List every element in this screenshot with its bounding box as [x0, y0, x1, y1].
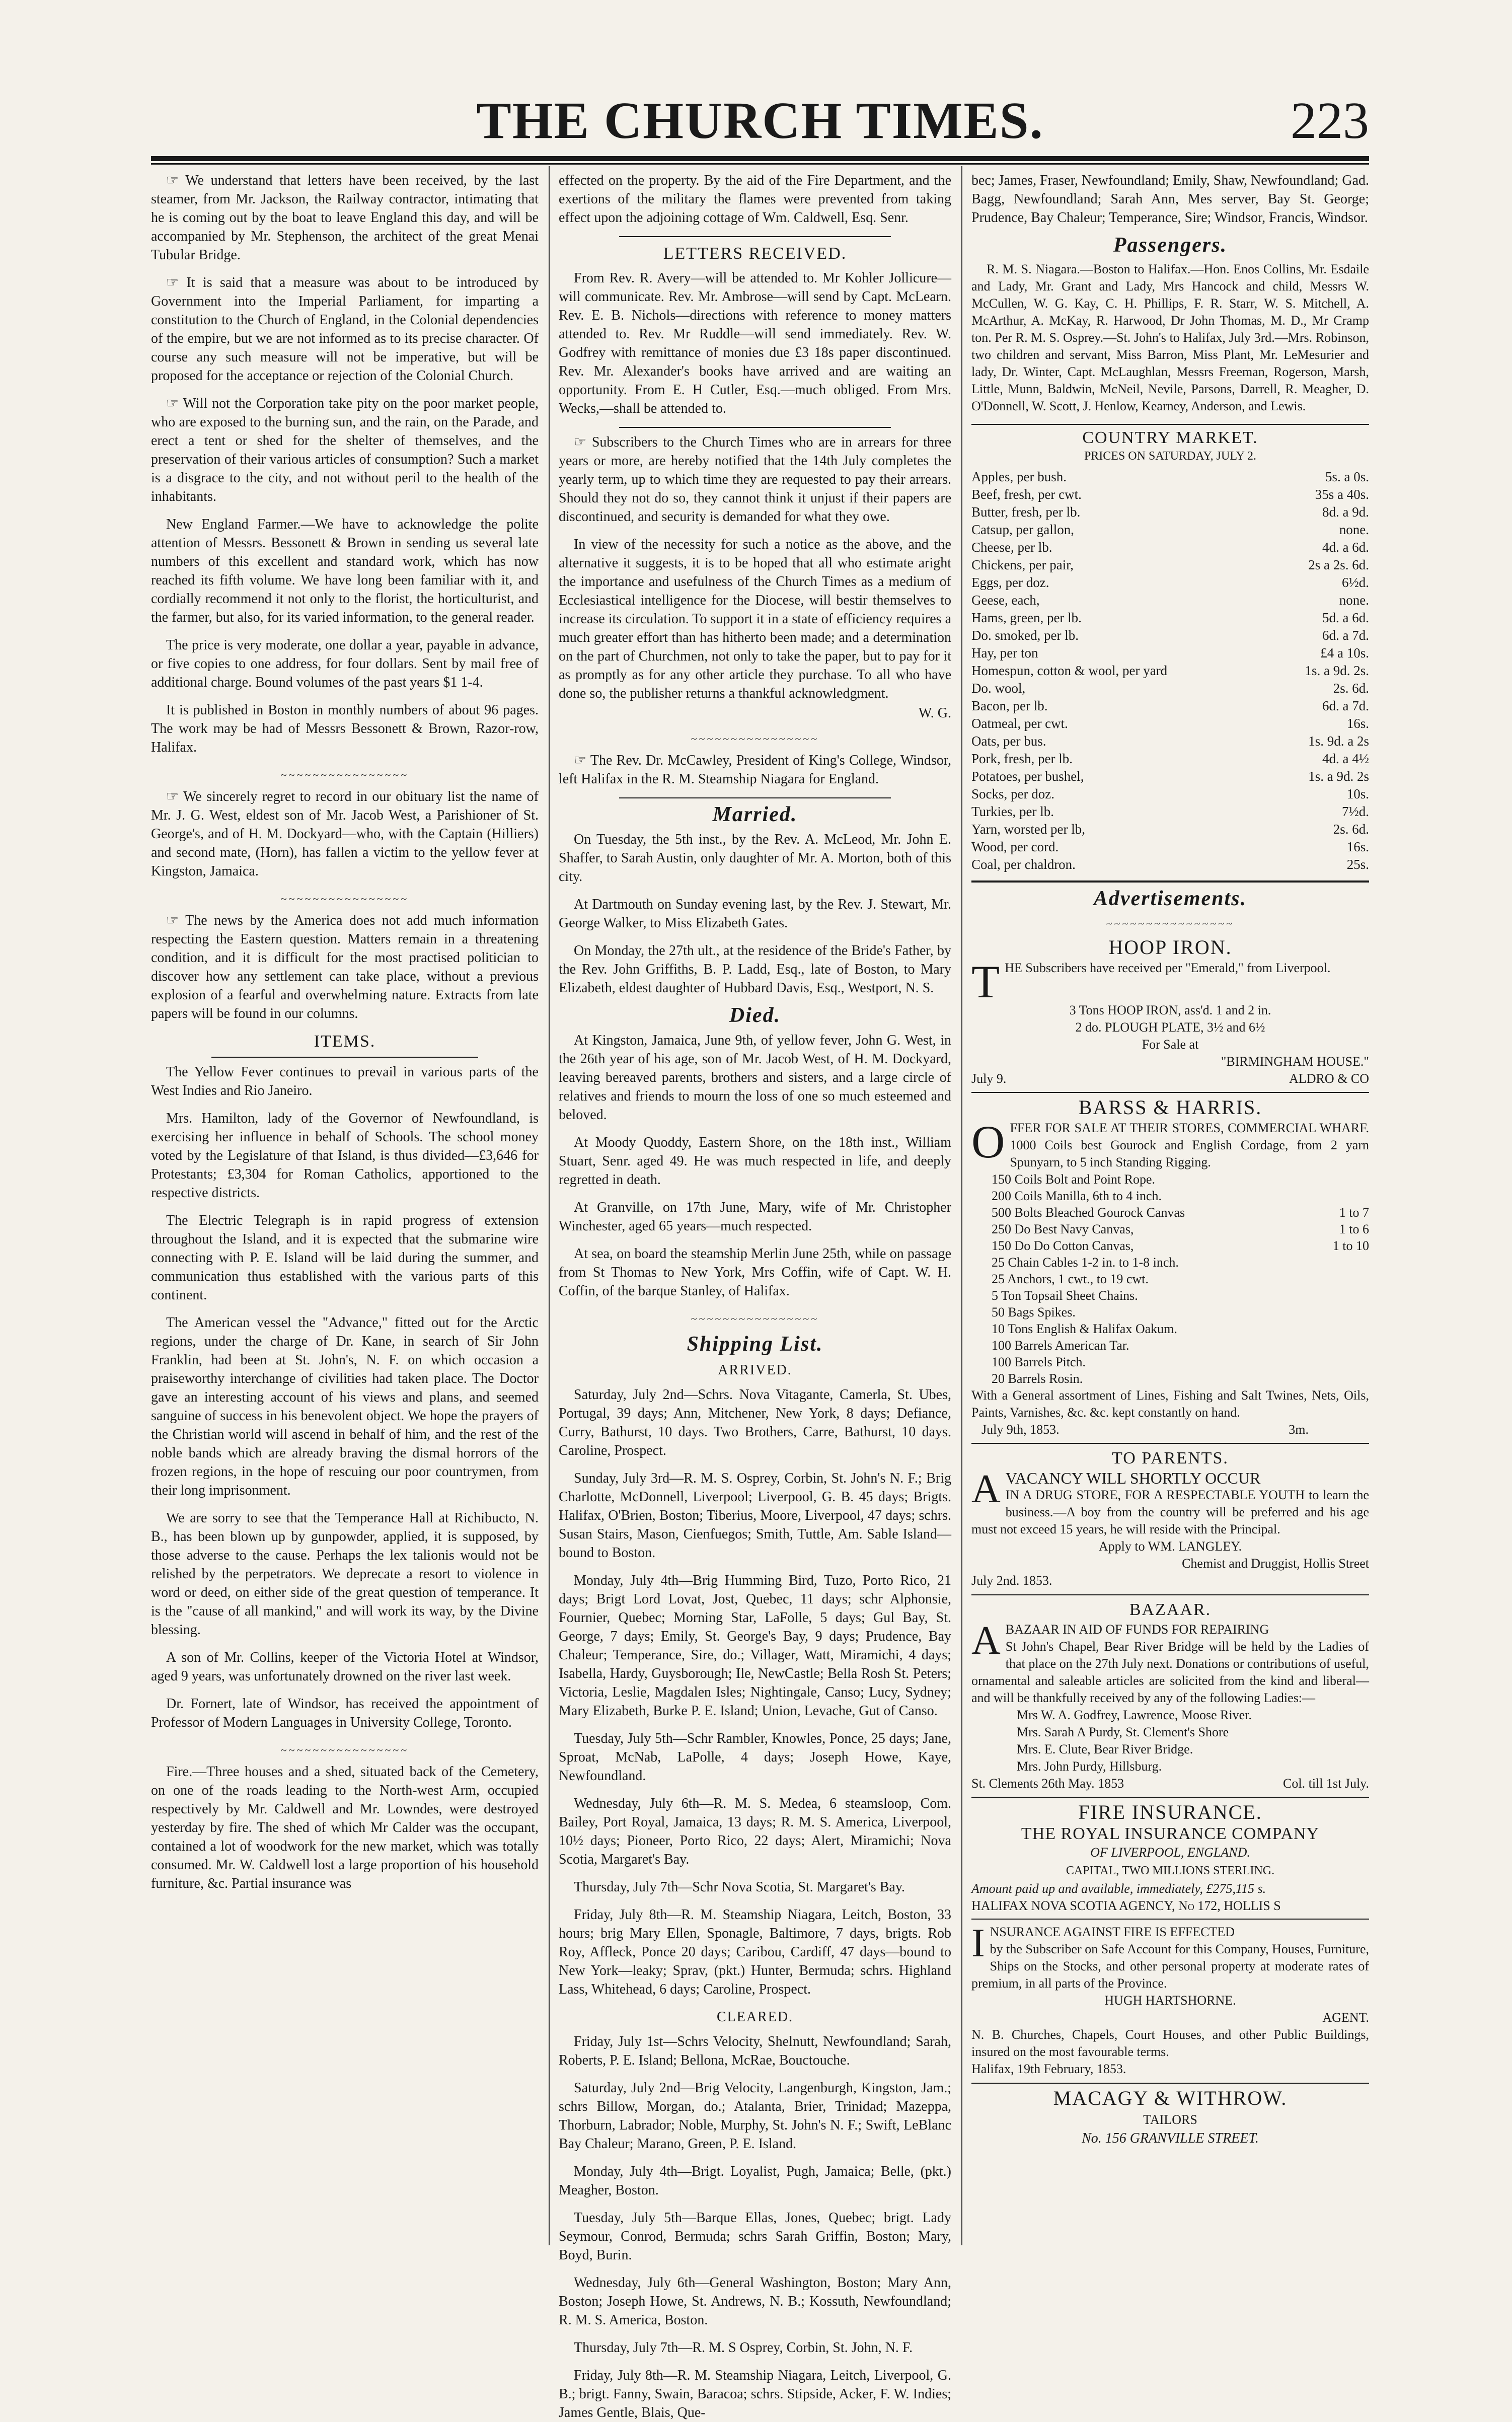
ad-note: N. B. Churches, Chapels, Court Houses, and other Public Buildings, insured on the most favourable terms. [971, 2027, 1369, 2059]
notice-paragraph: At Granville, on 17th June, Mary, wife of Mr. Christopher Winchester, aged 65 years—much respected. [559, 1200, 951, 1234]
article-paragraph: Fire.—Three houses and a shed, situated back of the Cemetery, on one of the roads leading to the North-west Arm, occupied respectively by Mr. Caldwell and Mr. Lowndes, were destroyed yesterday by fire. The shed of which Mr Calder was the occupant, contained a lot of woodwork for the new market, which was totally consumed. Mr. W. Caldwell lost a large proportion of his household furniture, &c. Partial insurance was [151, 1764, 539, 1891]
ad-line: "BIRMINGHAM HOUSE." [1221, 1054, 1369, 1069]
ad-footer [971, 1421, 1369, 1438]
market-price: 16s. [1346, 839, 1369, 854]
market-item: Chickens, per pair, [971, 557, 1074, 572]
market-price: 6½d. [1342, 575, 1369, 590]
section-heading-passengers: Passengers. [1113, 234, 1228, 257]
article-paragraph: Mrs. Hamilton, lady of the Governor of Newfoundland, is exercising her influence in behalf of Schools. The school money voted by the Legislature of that Island, is thus divided—£3,646 for Protestants; £3,304 for Roman Catholics, apportioned to the respective districts. [151, 1111, 539, 1201]
section-heading-letters: LETTERS RECEIVED. [663, 244, 847, 263]
ad-date: St. Clements 26th May. 1853 [971, 1776, 1124, 1791]
shipping-entry: Friday, July 1st—Schrs Velocity, Shelnutt, Newfoundland; Sarah, Roberts, P. E. Island; Bellona, McRae, Bouctouche. [559, 2034, 951, 2068]
article-paragraph: From Rev. R. Avery—will be attended to. Mr Kohler Jollicure—will communicate. Rev. Mr. Ambrose—will send by Capt. McLearn. Rev. E. B. Nichols—directions with reference to money matters attended to. Rev. Mr Ruddle—will send immediately. Rev. W. Godfrey with remittance of monies due £3 18s paper discontinued. Rev. Mr. Alexander's books have arrived and are waiting an opportunity. From E. H Cutler, Esq.—much obliged. From Mrs. Wecks,—shall be attended to. [559, 270, 951, 416]
market-item: Do. wool, [971, 681, 1026, 696]
ad-item-name: 20 Barrels Rosin. [992, 1371, 1083, 1386]
market-row [971, 503, 1369, 521]
article-paragraph: In view of the necessity for such a notice as the above, and the alternative it suggests, it is to be hoped that all who estimate aright the importance and usefulness of the Church Times as a medium of Ecclesiastical intelligence for the Diocese, will bestir themselves to increase its circulation. To support it in a state of efficiency requires a much greater effort than has hitherto been made; and a determination on the part of Churchmen, not only to take the paper, but to pay for it as promptly as for any other article they purchase. To all who have done so, the publisher returns a thankful acknowledgment. [559, 537, 951, 701]
market-item: Coal, per chaldron. [971, 857, 1076, 872]
ad-address: No. 156 GRANVILLE STREET. [1082, 2131, 1259, 2146]
market-row [971, 856, 1369, 873]
ad-company: THE ROYAL INSURANCE COMPANY [1021, 1824, 1320, 1843]
article-paragraph: ☞ It is said that a measure was about to be introduced by Government into the Imperial Parliament, for imparting a constitution to the Church of England, in the Colonial dependencies of the empire, but we are not informed as to its precise character. Of course any such measure will not be imperative, but will be proposed for the acceptance or rejection of the Colonial Church. [151, 275, 539, 384]
ad-item-row [992, 1370, 1369, 1387]
article-paragraph: Dr. Fornert, late of Windsor, has received the appointment of Professor of Modern Languages in University College, Toronto. [151, 1696, 539, 1730]
ad-item-name: 25 Chain Cables 1-2 in. to 1-8 inch. [992, 1255, 1179, 1270]
article-paragraph: ☞ The news by the America does not add much information respecting the Eastern question. Matters remain in a threatening condition, and it is difficult for the most practised politician to discover how any settlement can take place, without a previous explosion of a fearful and overwhelming nature. Extracts from late papers will be found in our columns. [151, 913, 539, 1021]
market-row [971, 785, 1369, 803]
section-rule [619, 797, 891, 798]
article-paragraph: New England Farmer.—We have to acknowledge the polite attention of Messrs. Bessonett & Brown in sending us several late numbers of this excellent and standard work, which has now reached its fifth volume. We have long been familiar with it, and cordially recommend it not only to the florist, the horticulturist, and the farmer, but also, for its varied information, to the general reader. [151, 517, 539, 625]
market-row [971, 697, 1369, 715]
market-item: Do. smoked, per lb. [971, 628, 1079, 643]
ad-title: TO PARENTS. [1112, 1449, 1229, 1467]
shipping-entry: Tuesday, July 5th—Barque Ellas, Jones, Quebec; brigt. Lady Seymour, Conrod, Bermuda; schrs Sarah Griffin, Boston; Mary, Boyd, Burin. [559, 2210, 951, 2263]
ad-item-row [992, 1254, 1369, 1271]
market-row [971, 768, 1369, 785]
notice-paragraph: At Moody Quoddy, Eastern Shore, on the 18th inst., William Stuart, Senr. aged 49. He was much respected in life, and deeply regretted in death. [559, 1135, 951, 1188]
ad-date: July 2nd. 1853. [971, 1573, 1052, 1588]
section-rule [971, 1594, 1369, 1595]
ad-lady: Mrs. Sarah A Purdy, St. Clement's Shore [1017, 1725, 1229, 1739]
notice-paragraph: At Dartmouth on Sunday evening last, by the Rev. J. Stewart, Mr. George Walker, to Miss Elizabeth Gates. [559, 897, 951, 931]
shipping-entry: Wednesday, July 6th—R. M. S. Medea, 6 steamsloop, Com. Bailey, Port Royal, Jamaica, 13 days; R. M. S. America, Liverpool, 10½ days; Pioneer, Porto Rico, 22 days; Alert, Miramichi; Nova Scotia, Margaret's Bay. [559, 1796, 951, 1867]
ad-lead-text: BAZAAR IN AID OF FUNDS FOR REPAIRING [1005, 1622, 1269, 1637]
article-paragraph: A son of Mr. Collins, keeper of the Victoria Hotel at Windsor, aged 9 years, was unfortunately drowned on the river last week. [151, 1650, 539, 1684]
ad-item-name: 250 Do Best Navy Canvas, [992, 1222, 1134, 1236]
dropcap: A [971, 1467, 1001, 1511]
article-paragraph: We are sorry to see that the Temperance Hall at Richibucto, N. B., has been blown up by gunpowder, applied, it is supposed, by those adverse to the cause. Perhaps the lex talionis would not be relished by the perpetrators. We deprecate a resort to violence in word or deed, on either side of the great question of temperance. It is the "cause of all mankind," and will work its way, by the Divine blessing. [151, 1510, 539, 1638]
ad-footer-text: With a General assortment of Lines, Fishing and Salt Twines, Nets, Oils, Paints, Varnishes, &c. &c. kept constantly on hand. [971, 1388, 1369, 1420]
market-price: 6d. a 7d. [1322, 628, 1369, 643]
ornamental-divider: ~~~~~~~~~~~~~~~~ [280, 893, 409, 905]
ad-bazaar [971, 1600, 1369, 1792]
ad-lead [971, 1467, 1369, 1511]
market-price: 1s. a 9d. 2s. [1305, 663, 1369, 678]
ad-lead [971, 1921, 1369, 1965]
ad-body: by the Subscriber on Safe Account for this Company, Houses, Furniture, Ships on the Stocks, and other personal property at moderate rates of premium, in all parts of the Province. [971, 1942, 1369, 1991]
ornamental-divider: ~~~~~~~~~~~~~~~~ [280, 769, 409, 781]
ad-ladies-list [971, 1707, 1369, 1775]
ad-footer [971, 1070, 1369, 1087]
passenger-list: R. M. S. Niagara.—Boston to Halifax.—Hon. Enos Collins, Mr. Esdaile and Lady, Mr. Grant and Lady, Mrs Hancock and child, Messrs W. McCullen, W. G. Kay, C. H. Phillips, F. R. Starr, W. S. Mitchell, A. McArthur, A. McKay, R. Harwood, Dr John Thomas, M. D., Mr Cramp ton. Per R. M. S. Osprey.—St. John's to Halifax, July 3rd.—Mrs. Robinson, two children and servant, Miss Barron, Miss Plant, Mr. LeMesurier and lady, Dr. Winter, Capt. McLaughlan, Messrs Freeman, Rogerson, Marsh, Little, Munn, Baldwin, McNeil, Nevile, Parsons, Darrell, R. Meagher, D. O'Donnell, W. Scott, J. Henlow, Kearney, Anderson, and Lewis. [971, 262, 1369, 413]
ad-item-row [992, 1188, 1369, 1204]
ad-to-parents [971, 1449, 1369, 1589]
market-price: 2s a 2s. 6d. [1308, 557, 1369, 572]
ad-fire-insurance [971, 1803, 1369, 2078]
section-rule [971, 1919, 1369, 1920]
dropcap: A [971, 1619, 1001, 1663]
ad-title: FIRE INSURANCE. [1078, 1801, 1262, 1823]
country-market [971, 429, 1369, 873]
market-price: 5s. a 0s. [1325, 469, 1369, 484]
column-3 [971, 171, 1369, 2245]
section-rule [619, 236, 891, 237]
market-row [971, 750, 1369, 768]
market-item: Apples, per bush. [971, 469, 1067, 484]
market-price: 1s. a 9d. 2s [1308, 769, 1369, 784]
ad-item-name: 100 Barrels Pitch. [992, 1355, 1086, 1369]
ad-body-text: FFER FOR SALE AT THEIR STORES, COMMERCIAL WHARF. 1000 Coils best Gourock and English Cordage, from 2 yarn Spunyarn, to 5 inch Standing Rigging. [1010, 1121, 1369, 1169]
ad-date: July 9th, 1853. [981, 1422, 1060, 1437]
ad-item-name: 150 Coils Bolt and Point Rope. [992, 1172, 1156, 1187]
market-price: 16s. [1346, 716, 1369, 731]
market-item: Hams, green, per lb. [971, 610, 1082, 625]
market-row [971, 821, 1369, 838]
market-price: 2s. 6d. [1333, 822, 1369, 837]
market-price: 6d. a 7d. [1322, 698, 1369, 713]
ad-item-row [992, 1337, 1369, 1354]
notice-paragraph: On Tuesday, the 5th inst., by the Rev. A. McLeod, Mr. John E. Shaffer, to Sarah Austin, only daughter of Mr. A. Morton, both of this city. [559, 832, 951, 885]
ad-item-name: 100 Barrels American Tar. [992, 1338, 1129, 1353]
market-heading: COUNTRY MARKET. [1082, 428, 1258, 447]
market-item: Beef, fresh, per cwt. [971, 487, 1082, 502]
market-price: 25s. [1346, 857, 1369, 872]
ad-body-text: HE Subscribers have received per "Emerald," from Liverpool. [1005, 961, 1331, 975]
market-price: 7½d. [1342, 804, 1369, 819]
market-row [971, 609, 1369, 627]
market-row [971, 521, 1369, 539]
ad-item-name: 10 Tons English & Halifax Oakum. [992, 1322, 1177, 1336]
market-row [971, 539, 1369, 556]
ad-place: OF LIVERPOOL, ENGLAND. [1090, 1845, 1250, 1860]
ad-term: 3m. [1289, 1422, 1309, 1437]
ad-lady: Mrs. John Purdy, Hillsburg. [1017, 1759, 1162, 1774]
shipping-entry: Sunday, July 3rd—R. M. S. Osprey, Corbin, St. John's N. F.; Brig Charlotte, McDonnell, Liverpool; Liverpool, G. B. 45 days; Brigts. Halifax, O'Brien, Boston; Tiberius, Moore, Liverpool, 47 days; schrs. Susan Stairs, Mason, Cienfuegos; Smith, Tuttle, Am. Sable Island—bound to Boston. [559, 1471, 951, 1561]
section-heading-shipping: Shipping List. [687, 1333, 823, 1356]
market-row [971, 662, 1369, 680]
ad-body [971, 1116, 1369, 1171]
ad-subtitle: TAILORS [1143, 2112, 1197, 2127]
section-heading-died: Died. [729, 1004, 781, 1027]
ad-item-row [992, 1320, 1369, 1337]
shipping-entry: Saturday, July 2nd—Schrs. Nova Vitagante, Camerla, St. Ubes, Portugal, 39 days; Ann, Mitchener, New York, 8 days; Defiance, Curry, Bathurst, 10 days. Two Brothers, Carre, Bathurst, 10 days. Caroline, Prospect. [559, 1387, 951, 1458]
ad-lead-text: NSURANCE AGAINST FIRE IS EFFECTED [990, 1925, 1235, 1939]
ornamental-divider: ~~~~~~~~~~~~~~~~ [280, 1744, 409, 1756]
market-price: none. [1339, 593, 1369, 608]
ad-lead-text: VACANCY WILL SHORTLY OCCUR [1005, 1469, 1261, 1487]
article-paragraph: ☞ We understand that letters have been received, by the last steamer, from Mr. Jackson, the Railway contractor, intimating that he is coming out by the boat to leave England this day, and will be accompanied by Mr. Stephenson, the architect of the great Menai Tubular Bridge. [151, 173, 539, 263]
column-divider [961, 166, 962, 2245]
ad-body: IN A DRUG STORE, FOR A RESPECTABLE YOUTH to learn the business.—A boy from the country will be preferred and his age must not exceed 15 years, he will reside with the Principal. [971, 1488, 1369, 1536]
market-item: Bacon, per lb. [971, 698, 1048, 713]
article-paragraph: The American vessel the "Advance," fitted out for the Arctic regions, under the charge of Dr. Kane, in search of Sir John Franklin, had been at St. John's, N. F. on which occasion a praiseworthy interchange of civilities had taken place. The Doctor gave an interesting account of his views and plans, and seemed sanguine of success in his benevolent object. We hope the prayers of the Christian world will ascend in behalf of him, and the rest of the noble bands which are already braving the dismal horrors of the frozen regions, in the hope of rescuing our poor countrymen, from their long imprisonment. [151, 1315, 539, 1498]
shipping-entry: Monday, July 4th—Brigt. Loyalist, Pugh, Jamaica; Belle, (pkt.) Meagher, Boston. [559, 2164, 951, 2198]
ad-title: BAZAAR. [1129, 1600, 1212, 1619]
market-item: Homespun, cotton & wool, per yard [971, 663, 1168, 678]
ad-item-row [992, 1221, 1369, 1237]
ad-title: HOOP IRON. [1108, 936, 1232, 959]
ad-lady: Mrs. E. Clute, Bear River Bridge. [1017, 1742, 1193, 1756]
shipping-entry: Thursday, July 7th—Schr Nova Scotia, St. Margaret's Bay. [574, 1879, 905, 1895]
dropcap: I [971, 1921, 985, 1965]
market-item: Wood, per cord. [971, 839, 1059, 854]
market-price: 10s. [1346, 786, 1369, 801]
ad-item-size: 1 to 10 [1332, 1238, 1369, 1253]
article-paragraph: ☞ Subscribers to the Church Times who are in arrears for three years or more, are hereby notified that the 14th July completes the yearly term, up to which time they are requested to pay their arrears. Should they not do so, they cannot think it unjust if their papers are discontinued, and security is demanded for what they owe. [559, 434, 951, 525]
market-price: none. [1339, 522, 1369, 537]
ad-item-name: 50 Bags Spikes. [992, 1305, 1076, 1319]
market-price: 2s. 6d. [1333, 681, 1369, 696]
page-number: 223 [1291, 92, 1369, 150]
ad-agent-role: AGENT. [1322, 2010, 1369, 2025]
masthead-rule-thick [151, 156, 1369, 161]
market-row [971, 803, 1369, 821]
ad-signature: ALDRO & CO [1289, 1071, 1369, 1086]
market-price: 1s. 9d. a 2s [1308, 733, 1369, 749]
article-paragraph: The price is very moderate, one dollar a year, payable in advance, or five copies to one address, for four dollars. Sent by mail free of additional charge. Bound volumes of the past years $1 1-4. [151, 637, 539, 690]
ad-item-size: 1 to 7 [1339, 1205, 1369, 1220]
notice-paragraph: At Kingston, Jamaica, June 9th, of yellow fever, John G. West, in the 26th year of his age, son of Mr. Jacob West, of H. M. Dockyard, leaving bereaved parents, brothers and sisters, and a large circle of relatives and friends to mourn the loss of one so much esteemed and beloved. [559, 1033, 951, 1123]
ad-lead [971, 1619, 1369, 1663]
market-row [971, 627, 1369, 644]
market-item: Pork, fresh, per lb. [971, 751, 1073, 766]
article-paragraph: It is published in Boston in monthly numbers of about 96 pages. The work may be had of Messrs Bessonett & Brown, Razor-row, Halifax. [151, 702, 539, 755]
ad-agent: HUGH HARTSHORNE. [1104, 1993, 1236, 2008]
masthead-rule-thin [151, 163, 1369, 165]
ad-note: Col. till 1st July. [1283, 1776, 1369, 1791]
section-heading-advertisements: Advertisements. [1093, 887, 1247, 910]
ad-item-name: 25 Anchors, 1 cwt., to 19 cwt. [992, 1272, 1149, 1286]
ad-item-row [992, 1271, 1369, 1287]
shipping-entry: Thursday, July 7th—R. M. S Osprey, Corbin, St. John, N. F. [574, 2340, 913, 2356]
market-price: 5d. a 6d. [1322, 610, 1369, 625]
ad-body [971, 956, 1369, 1007]
market-row [971, 838, 1369, 856]
ad-apply: Apply to WM. LANGLEY. [1098, 1539, 1242, 1554]
ad-title: BARSS & HARRIS. [1078, 1096, 1262, 1119]
article-paragraph: ☞ We sincerely regret to record in our obituary list the name of Mr. J. G. West, eldest son of Mr. Jacob West, a Parishioner of St. George's, and of H. M. Dockyard—who, with the Captain (Hilliers) and second mate, (Horn), has fallen a victim to the yellow fever at Kingston, Jamaica. [151, 789, 539, 879]
ornamental-divider: ~~~~~~~~~~~~~~~~ [691, 1312, 819, 1325]
shipping-entry: Friday, July 8th—R. M. Steamship Niagara, Leitch, Liverpool, G. B.; brigt. Fanny, Swain, Baracoa; schrs. Stipside, Acker, F. W. Indies; James Gentle, Blais, Que- [559, 2368, 951, 2420]
section-heading-items: ITEMS. [314, 1032, 376, 1051]
notice-paragraph: On Monday, the 27th ult., at the residence of the Bride's Father, by the Rev. John Griffiths, B. P. Ladd, Esq., late of Boston, to Mary Elizabeth, eldest daughter of Hubbard Davis, Esq., Westport, N. S. [559, 943, 951, 996]
market-price: 4d. a 4½ [1322, 751, 1369, 766]
market-item: Hay, per ton [971, 645, 1038, 660]
ad-item-name: 150 Do Do Cotton Canvas, [992, 1238, 1134, 1253]
section-rule [971, 1797, 1369, 1798]
market-row [971, 715, 1369, 732]
ad-line: For Sale at [1142, 1037, 1199, 1052]
signature: W. G. [918, 705, 951, 721]
market-row [971, 644, 1369, 662]
section-rule [971, 1443, 1369, 1444]
ad-date: July 9. [971, 1071, 1007, 1086]
ad-item-row [992, 1171, 1369, 1188]
market-item: Socks, per doz. [971, 786, 1054, 801]
article-paragraph: The Yellow Fever continues to prevail in various parts of the West Indies and Rio Janeiro. [151, 1064, 539, 1098]
shipping-entry: Wednesday, July 6th—General Washington, Boston; Mary Ann, Boston; Joseph Howe, St. Andrews, N. B.; Kossuth, Newfoundland; R. M. S. America, Boston. [559, 2275, 951, 2328]
article-paragraph: The Electric Telegraph is in rapid progress of extension throughout the Island, and it is expected that the submarine wire connecting with P. E. Island will be laid during the summer, and communication thus established with the various parts of this continent. [151, 1213, 539, 1303]
ad-capital: CAPITAL, TWO MILLIONS STERLING. [1066, 1864, 1275, 1877]
ad-agency: HALIFAX NOVA SCOTIA AGENCY, No 172, HOLLIS S [971, 1898, 1281, 1913]
section-rule [619, 427, 891, 428]
market-item: Butter, fresh, per lb. [971, 504, 1081, 520]
shipping-entry: Friday, July 8th—R. M. Steamship Niagara, Leitch, Boston, 33 hours; brig Mary Ellen, Sponagle, Baltimore, 7 days, brigts. Rob Roy, Affleck, Ponce 20 days; Caribou, Cardiff, 47 days—bound to New York—leaky; Sprav, (pkt.) Hunter, Bermuda; schrs. Highland Lass, Whitehead, 6 days; Caroline, Prospect. [559, 1907, 951, 1997]
column-2 [559, 171, 951, 2420]
ad-item-row [992, 1287, 1369, 1304]
market-item: Potatoes, per bushel, [971, 769, 1084, 784]
section-rule [971, 424, 1369, 425]
market-item: Catsup, per gallon, [971, 522, 1074, 537]
ad-item-name: 200 Coils Manilla, 6th to 4 inch. [992, 1189, 1162, 1203]
section-rule [971, 2083, 1369, 2084]
section-rule [211, 1057, 478, 1058]
ad-item-list [971, 1171, 1369, 1387]
ad-line: 3 Tons HOOP IRON, ass'd. 1 and 2 in. [1069, 1003, 1271, 1017]
shipping-entry: Saturday, July 2nd—Brig Velocity, Langenburgh, Kingston, Jam.; schrs Billow, Morgan, do.; Atalanta, Brier, Trinidad; Mazeppa, Thorburn, Labrador; Noble, Murphy, St. John's N. F.; Swift, LeBlanc Bay Chaleur; Marano, Green, P. E. Island. [559, 2080, 951, 2152]
section-rule [971, 1092, 1369, 1093]
page-title: THE CHURCH TIMES. [476, 92, 1044, 150]
dropcap: O [971, 1116, 1005, 1167]
market-price: £4 a 10s. [1320, 645, 1369, 660]
market-item: Geese, each, [971, 593, 1040, 608]
ad-item-row [992, 1237, 1369, 1254]
ad-lady: Mrs W. A. Godfrey, Lawrence, Moose River. [1017, 1708, 1252, 1722]
column-divider [549, 166, 550, 2245]
ad-body: St John's Chapel, Bear River Bridge will be held by the Ladies of that place on the 27th July next. Donations or contributions of useful, ornamental and saleable articles are solicited from the kind and liberal—and will be thankfully received by any of the following Ladies:— [971, 1639, 1369, 1705]
ad-line: 2 do. PLOUGH PLATE, 3½ and 6½ [1075, 1020, 1265, 1035]
ad-barss-harris [971, 1098, 1369, 1438]
ad-item-name: 500 Bolts Bleached Gourock Canvas [992, 1205, 1185, 1220]
ornamental-divider: ~~~~~~~~~~~~~~~~ [691, 732, 819, 745]
shipping-entry: Tuesday, July 5th—Schr Rambler, Knowles, Ponce, 25 days; Jane, Sproat, McNab, LaPolle, 4 days; Joseph Howe, Kaye, Newfoundland. [559, 1731, 951, 1784]
market-row [971, 468, 1369, 486]
market-item: Eggs, per doz. [971, 575, 1049, 590]
masthead [151, 70, 1369, 156]
shipping-entry: Monday, July 4th—Brig Humming Bird, Tuzo, Porto Rico, 21 days; Brigt Lord Lovat, Jost, Quebec, 11 days; schr Alphonsie, Fournier, Quebec; Morning Star, LaFolle, 5 days; Gul Bay, St. George, 7 days; Emily, St. George's Bay, 9 days; Prudence, Bay Chaleur; Temperance, Sire, do.; Villager, Watt, Miramichi, 4 days; Isabella, Hardy, Guysborough; Ile, NewCastle; Bella Rosh St. Peters; Victoria, Leslie, Magdalen Isles; Nightingale, Canso; Lucy, Sydney; Mary Elizabeth, Burke P. E. Island; Union, Levache, Gut of Canso. [559, 1573, 951, 1719]
ad-date: Halifax, 19th February, 1853. [971, 2062, 1126, 2076]
ad-tailors [971, 2089, 1369, 2148]
market-row [971, 486, 1369, 503]
market-subheading: PRICES ON SATURDAY, JULY 2. [1084, 450, 1257, 463]
section-rule [971, 880, 1369, 883]
market-item: Cheese, per lb. [971, 540, 1052, 555]
market-row [971, 556, 1369, 574]
subheading-cleared: CLEARED. [716, 2009, 794, 2025]
dropcap: T [971, 956, 1000, 1007]
article-paragraph: ☞ Will not the Corporation take pity on the poor market people, who are exposed to the burning sun, and the rain, on the Parade, and erect a tent or shed for the shelter of themselves, and the preservation of their various articles of consumption? Such a market is a disgrace to the city, and not without peril to the health of the inhabitants. [151, 396, 539, 504]
ad-item-row [992, 1204, 1369, 1221]
market-item: Turkies, per lb. [971, 804, 1054, 819]
ad-footer [971, 1775, 1369, 1792]
article-paragraph: effected on the property. By the aid of the Fire Department, and the exertions of the military the flames were prevented from taking effect upon the adjoining cottage of Wm. Caldwell, Esq. Senr. [559, 173, 951, 226]
article-paragraph: ☞ The Rev. Dr. McCawley, President of King's College, Windsor, left Halifax in the R. M. Steamship Niagara for England. [559, 753, 951, 787]
market-item: Oats, per bus. [971, 733, 1046, 749]
ad-item-name: 5 Ton Topsail Sheet Chains. [992, 1288, 1138, 1303]
ad-who: Chemist and Druggist, Hollis Street [1182, 1556, 1369, 1571]
market-price: 35s a 40s. [1315, 487, 1369, 502]
column-1 [151, 171, 539, 2245]
ad-item-row [992, 1354, 1369, 1370]
market-price: 8d. a 9d. [1322, 504, 1369, 520]
market-item: Oatmeal, per cwt. [971, 716, 1068, 731]
market-row [971, 592, 1369, 609]
market-price: 4d. a 6d. [1322, 540, 1369, 555]
ornamental-divider: ~~~~~~~~~~~~~~~~ [1106, 917, 1235, 930]
market-item: Yarn, worsted per lb, [971, 822, 1085, 837]
notice-paragraph: At sea, on board the steamship Merlin June 25th, while on passage from St Thomas to New York, Mrs Coffin, wife of Capt. W. H. Coffin, of the barque Stanley, of Halifax. [559, 1246, 951, 1299]
ad-item-row [992, 1304, 1369, 1320]
market-row [971, 680, 1369, 697]
ad-title: MACAGY & WITHROW. [1053, 2087, 1288, 2109]
section-heading-married: Married. [712, 803, 798, 826]
ad-item-size: 1 to 6 [1339, 1222, 1369, 1236]
market-row [971, 732, 1369, 750]
ad-hoop-iron [971, 938, 1369, 1087]
shipping-entry: bec; James, Fraser, Newfoundland; Emily, Shaw, Newfoundland; Gad. Bagg, Newfoundland; Sarah Ann, Mes server, Bay St. George; Prudence, Bay Chaleur; Temperance, Sire; Windsor, Francis, Windsor. [971, 173, 1369, 226]
market-table [971, 468, 1369, 873]
subheading-arrived: ARRIVED. [718, 1362, 792, 1378]
ad-paid: Amount paid up and available, immediately, £275,115 s. [971, 1881, 1266, 1896]
market-row [971, 574, 1369, 592]
